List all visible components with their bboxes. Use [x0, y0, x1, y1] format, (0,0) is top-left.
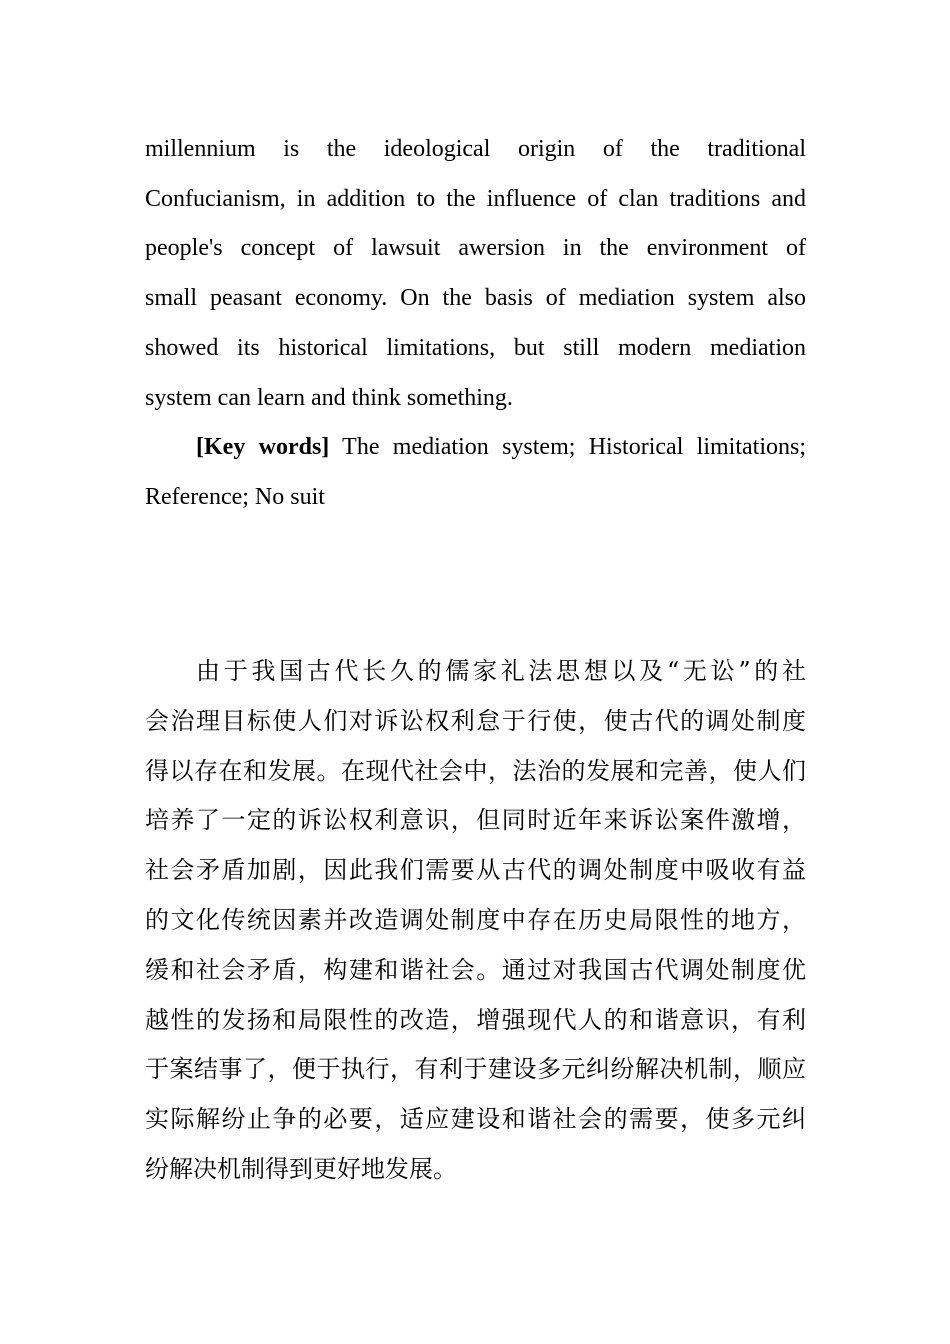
paragraph-line: 由于我国古代长久的儒家礼法思想以及“无讼”的社 — [196, 657, 806, 685]
paragraph-line: 得以存在和发展。在现代社会中，法治的发展和完善，使人们 — [145, 756, 806, 785]
keywords-label: [Key words] — [196, 434, 330, 461]
abstract-line: millennium is the ideological origin of the traditional — [145, 136, 806, 162]
chinese-body-paragraph — [145, 647, 806, 1195]
keywords-line — [145, 423, 806, 473]
paragraph-line: 社会矛盾加剧，因此我们需要从古代的调处制度中吸收有益 — [145, 856, 806, 885]
keywords-line: Reference; No suit — [145, 483, 325, 510]
abstract-line: small peasant economy. On the basis of mediation system also — [145, 285, 806, 312]
abstract-continuation-paragraph — [145, 125, 806, 423]
paragraph-line: 实际解纷止争的必要，适应建设和谐社会的需要，使多元纠 — [145, 1105, 806, 1134]
paragraph-line: 缓和社会矛盾，构建和谐社会。通过对我国古代调处制度优 — [145, 955, 806, 984]
paragraph-line: 纷解决机制得到更好地发展。 — [145, 1154, 457, 1183]
paragraph-line: 越性的发扬和局限性的改造，增强现代人的和谐意识，有利 — [145, 1005, 806, 1034]
paragraph-line: 的文化传统因素并改造调处制度中存在历史局限性的地方， — [145, 905, 806, 934]
abstract-line: showed its historical limitations, but still modern mediation — [145, 334, 806, 361]
keywords-paragraph — [145, 423, 806, 522]
abstract-line: people's concept of lawsuit awersion in the environment of — [145, 235, 806, 262]
abstract-line: Confucianism, in addition to the influence of clan traditions and — [145, 185, 806, 212]
paragraph-line: 于案结事了，便于执行，有利于建设多元纠纷解决机制，顺应 — [145, 1055, 806, 1084]
paragraph-line: 会治理目标使人们对诉讼权利怠于行使，使古代的调处制度 — [145, 706, 806, 735]
abstract-line: system can learn and think something. — [145, 384, 513, 411]
english-abstract-section — [145, 125, 806, 523]
paragraph-line: 培养了一定的诉讼权利意识，但同时近年来诉讼案件激增， — [145, 806, 806, 835]
keywords-text: The mediation system; Historical limitations; — [329, 434, 807, 461]
